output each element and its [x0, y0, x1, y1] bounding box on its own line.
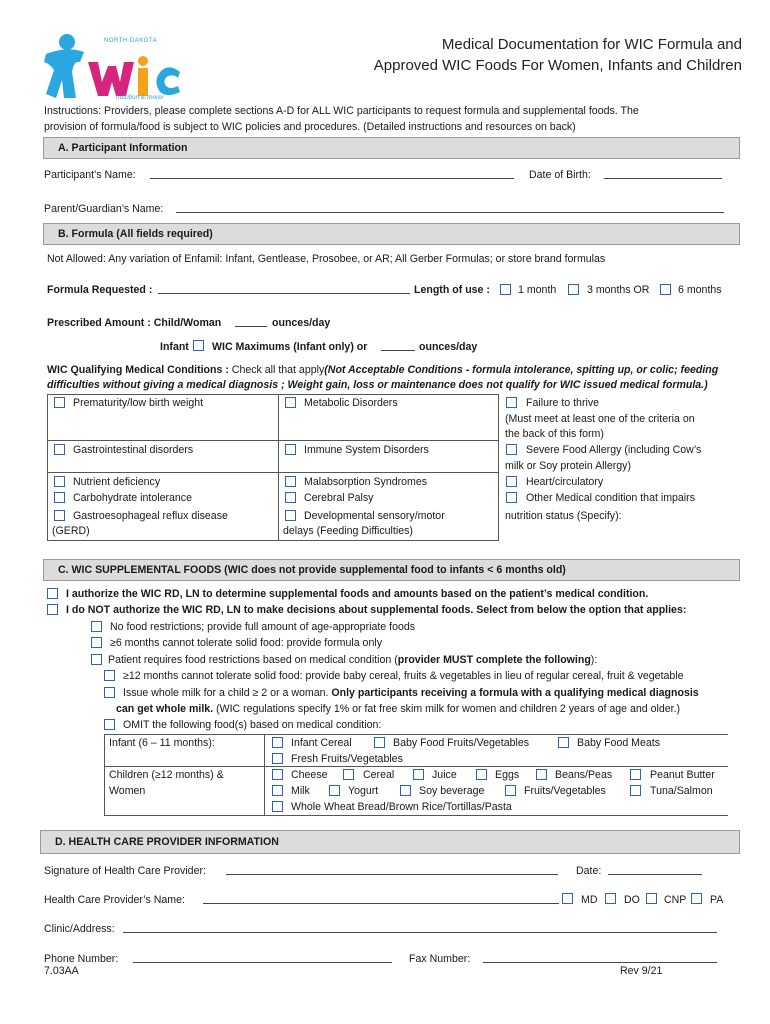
omit-yogurt-checkbox[interactable]: [329, 785, 340, 796]
infant-ounces-unit: ounces/day: [419, 341, 478, 353]
omit-infant-cereal-label: Infant Cereal: [291, 737, 352, 749]
omit-pb-checkbox[interactable]: [630, 769, 641, 780]
twelve-months-label: ≥12 months cannot tolerate solid food: provide baby cereal, fruits & vegetables in lieu of regular cereal, fruit & vegetable: [123, 670, 684, 682]
metabolic-checkbox[interactable]: [285, 397, 296, 408]
qual-check: Check all that apply: [228, 364, 325, 376]
malabsorption-label: Malabsorption Syndromes: [304, 476, 428, 488]
form-title-line1: Medical Documentation for WIC Formula and: [441, 36, 742, 53]
allergy-label1: Severe Food Allergy (including Cow’s: [526, 444, 702, 456]
cp-checkbox[interactable]: [285, 492, 296, 503]
gerd-label1: Gastroesophageal reflux disease: [73, 510, 228, 522]
other-condition-label2: nutrition status (Specify):: [505, 510, 622, 522]
immune-checkbox[interactable]: [285, 444, 296, 455]
omit-tuna-label: Tuna/Salmon: [650, 785, 713, 797]
six-months-checkbox[interactable]: [91, 637, 102, 648]
not-authorize-checkbox[interactable]: [47, 604, 58, 615]
wic-max-checkbox[interactable]: [193, 340, 204, 351]
infant-ounces-field[interactable]: [381, 350, 415, 351]
immune-label: Immune System Disorders: [304, 444, 429, 456]
omit-infant-label: Infant (6 – 11 months):: [109, 737, 215, 749]
malabsorption-checkbox[interactable]: [285, 476, 296, 487]
formula-requested-field[interactable]: [158, 293, 410, 294]
other-condition-label1: Other Medical condition that impairs: [526, 492, 695, 504]
allergy-label2: milk or Soy protein Allergy): [505, 460, 631, 472]
fax-field[interactable]: [483, 962, 717, 963]
nutrient-checkbox[interactable]: [54, 476, 65, 487]
instructions-line1: Instructions: Providers, please complete sections A-D for ALL WIC participants to request formula and supplemental foods. The: [44, 105, 639, 117]
cp-label: Cerebral Palsy: [304, 492, 374, 504]
formula-requested-label: Formula Requested :: [47, 284, 153, 296]
omit-pb-label: Peanut Butter: [650, 769, 715, 781]
length-3months-label: 3 months OR: [587, 284, 650, 296]
omit-fv-checkbox[interactable]: [505, 785, 516, 796]
omit-baby-meats-checkbox[interactable]: [558, 737, 569, 748]
gi-checkbox[interactable]: [54, 444, 65, 455]
authorize-label: I authorize the WIC RD, LN to determine supplemental foods and amounts based on the patient’s medical condition.: [66, 588, 649, 600]
prematurity-checkbox[interactable]: [54, 397, 65, 408]
no-restrictions-checkbox[interactable]: [91, 621, 102, 632]
pa-label: PA: [710, 894, 724, 906]
participant-name-field[interactable]: [150, 178, 514, 179]
section-d-header: D. HEALTH CARE PROVIDER INFORMATION: [40, 830, 740, 854]
omit-milk-label: Milk: [291, 785, 310, 797]
heart-checkbox[interactable]: [506, 476, 517, 487]
omit-beans-checkbox[interactable]: [536, 769, 547, 780]
omit-cereal-checkbox[interactable]: [343, 769, 354, 780]
omit-beans-label: Beans/Peas: [555, 769, 613, 781]
signature-field[interactable]: [226, 874, 558, 875]
nutrient-label: Nutrient deficiency: [73, 476, 161, 488]
not-allowed-text: Not Allowed: Any variation of Enfamil: Infant, Gentlease, Prosobee, or AR; All Gerber Formulas; or store brand formulas: [47, 253, 606, 265]
dob-field[interactable]: [604, 178, 722, 179]
length-1month-label: 1 month: [518, 284, 557, 296]
omit-cereal-label: Cereal: [363, 769, 395, 781]
provider-name-label: Health Care Provider’s Name:: [44, 894, 185, 906]
six-months-label: ≥6 months cannot tolerate solid food: provide formula only: [110, 637, 382, 649]
cnp-label: CNP: [664, 894, 687, 906]
length-of-use-label: Length of use :: [414, 284, 490, 296]
omit-juice-label: Juice: [432, 769, 457, 781]
omit-children-label1: Children (≥12 months) &: [109, 769, 224, 781]
date-field[interactable]: [608, 874, 702, 875]
omit-whole-wheat-label: Whole Wheat Bread/Brown Rice/Tortillas/Pasta: [291, 801, 512, 813]
length-1month-checkbox[interactable]: [500, 284, 511, 295]
heart-label: Heart/circulatory: [526, 476, 604, 488]
omit-milk-checkbox[interactable]: [272, 785, 283, 796]
failure-label: Failure to thrive: [526, 397, 600, 409]
child-ounces-field[interactable]: [235, 326, 267, 327]
restrictions-label: Patient requires food restrictions based on medical condition (provider MUST complete the following):: [108, 654, 598, 666]
qual-label: WIC Qualifying Medical Conditions :: [47, 364, 229, 376]
length-3months-checkbox[interactable]: [568, 284, 579, 295]
qual-note2: difficulties without giving a medical diagnosis ; Weight gain, loss or maintenance does not qualify for WIC issued medical formula.): [47, 379, 708, 391]
form-title: [362, 34, 742, 76]
omit-fv-label: Fruits/Vegetables: [524, 785, 606, 797]
qualifying-conditions-heading: [47, 363, 718, 377]
failure-checkbox[interactable]: [506, 397, 517, 408]
form-id: 7.03AA: [44, 965, 79, 977]
revision: Rev 9/21: [620, 965, 663, 977]
whole-milk-label2: can get whole milk. (WIC regulations specify 1% or fat free skim milk for women and children 2 years of age and older.): [116, 703, 681, 715]
provider-name-field[interactable]: [203, 903, 559, 904]
prematurity-label: Prematurity/low birth weight: [73, 397, 204, 409]
cnp-checkbox[interactable]: [646, 893, 657, 904]
not-authorize-label: I do NOT authorize the WIC RD, LN to make decisions about supplemental foods. Select from below the option that applies:: [66, 604, 687, 616]
wic-logo: [40, 32, 190, 104]
metabolic-label: Metabolic Disorders: [304, 397, 398, 409]
logo-top-text: NORTH DAKOTA: [104, 38, 158, 44]
omit-eggs-checkbox[interactable]: [476, 769, 487, 780]
restrictions-checkbox[interactable]: [91, 654, 102, 665]
qual-note1: (Not Acceptable Conditions - formula intolerance, spitting up, or colic; feeding: [324, 364, 719, 376]
section-c-header: C. WIC SUPPLEMENTAL FOODS (WIC does not provide supplemental food to infants < 6 months old): [43, 559, 740, 581]
no-restrictions-label: No food restrictions; provide full amount of age-appropriate foods: [110, 621, 416, 633]
omit-fresh-fv-label: Fresh Fruits/Vegetables: [291, 753, 403, 765]
gerd-checkbox[interactable]: [54, 510, 65, 521]
instructions-line2: provision of formula/food is subject to WIC policies and procedures. (Detailed instructions and resources on back): [44, 121, 576, 133]
prescribed-amount-label: Prescribed Amount : Child/Woman: [47, 317, 222, 329]
signature-label: Signature of Health Care Provider:: [44, 865, 206, 877]
omit-soy-label: Soy beverage: [419, 785, 485, 797]
wic-max-label: WIC Maximums (Infant only) or: [212, 341, 368, 353]
guardian-name-field[interactable]: [176, 212, 724, 213]
clinic-label: Clinic/Address:: [44, 923, 115, 935]
omit-tuna-checkbox[interactable]: [630, 785, 641, 796]
allergy-checkbox[interactable]: [506, 444, 517, 455]
omit-cheese-label: Cheese: [291, 769, 328, 781]
failure-note1: (Must meet at least one of the criteria on: [505, 413, 695, 425]
md-label: MD: [581, 894, 598, 906]
whole-milk-checkbox[interactable]: [104, 687, 115, 698]
developmental-checkbox[interactable]: [285, 510, 296, 521]
carb-checkbox[interactable]: [54, 492, 65, 503]
omit-checkbox[interactable]: [104, 719, 115, 730]
failure-note2: the back of this form): [505, 428, 604, 440]
developmental-label2: delays (Feeding Difficulties): [283, 525, 413, 537]
form-title-line2: Approved WIC Foods For Women, Infants and Children: [373, 57, 742, 74]
twelve-months-checkbox[interactable]: [104, 670, 115, 681]
clinic-field[interactable]: [123, 932, 717, 933]
omit-baby-meats-label: Baby Food Meats: [577, 737, 661, 749]
omit-yogurt-label: Yogurt: [348, 785, 379, 797]
omit-baby-fv-label: Baby Food Fruits/Vegetables: [393, 737, 530, 749]
section-a-header: A. Participant Information: [43, 137, 740, 159]
whole-milk-label: Issue whole milk for a child ≥ 2 or a woman. Only participants receiving a formula with a qualifying medical diagnosis: [123, 687, 699, 699]
phone-field[interactable]: [133, 962, 392, 963]
phone-label: Phone Number:: [44, 953, 119, 965]
length-6months-checkbox[interactable]: [660, 284, 671, 295]
omit-label: OMIT the following food(s) based on medical condition:: [123, 719, 382, 731]
omit-infant-cereal-checkbox[interactable]: [272, 737, 283, 748]
do-checkbox[interactable]: [605, 893, 616, 904]
infant-label: Infant: [160, 341, 189, 353]
developmental-label1: Developmental sensory/motor: [304, 510, 445, 522]
omit-soy-checkbox[interactable]: [400, 785, 411, 796]
participant-name-label: Participant’s Name:: [44, 169, 136, 181]
other-condition-checkbox[interactable]: [506, 492, 517, 503]
omit-fresh-fv-checkbox[interactable]: [272, 753, 283, 764]
logo-tagline: nutrition & more!: [116, 94, 164, 101]
pa-checkbox[interactable]: [691, 893, 702, 904]
authorize-checkbox[interactable]: [47, 588, 58, 599]
md-checkbox[interactable]: [562, 893, 573, 904]
child-ounces-unit: ounces/day: [272, 317, 331, 329]
dob-label: Date of Birth:: [529, 169, 591, 181]
do-label: DO: [624, 894, 640, 906]
fax-label: Fax Number:: [409, 953, 471, 965]
omit-cheese-checkbox[interactable]: [272, 769, 283, 780]
omit-whole-wheat-checkbox[interactable]: [272, 801, 283, 812]
guardian-name-label: Parent/Guardian’s Name:: [44, 203, 164, 215]
length-6months-label: 6 months: [678, 284, 722, 296]
date-label: Date:: [576, 865, 602, 877]
gerd-label2: (GERD): [52, 525, 90, 537]
section-b-header: B. Formula (All fields required): [43, 223, 740, 245]
carb-label: Carbohydrate intolerance: [73, 492, 192, 504]
omit-eggs-label: Eggs: [495, 769, 520, 781]
gi-label: Gastrointestinal disorders: [73, 444, 194, 456]
omit-children-label2: Women: [109, 785, 146, 797]
omit-baby-fv-checkbox[interactable]: [374, 737, 385, 748]
omit-juice-checkbox[interactable]: [413, 769, 424, 780]
